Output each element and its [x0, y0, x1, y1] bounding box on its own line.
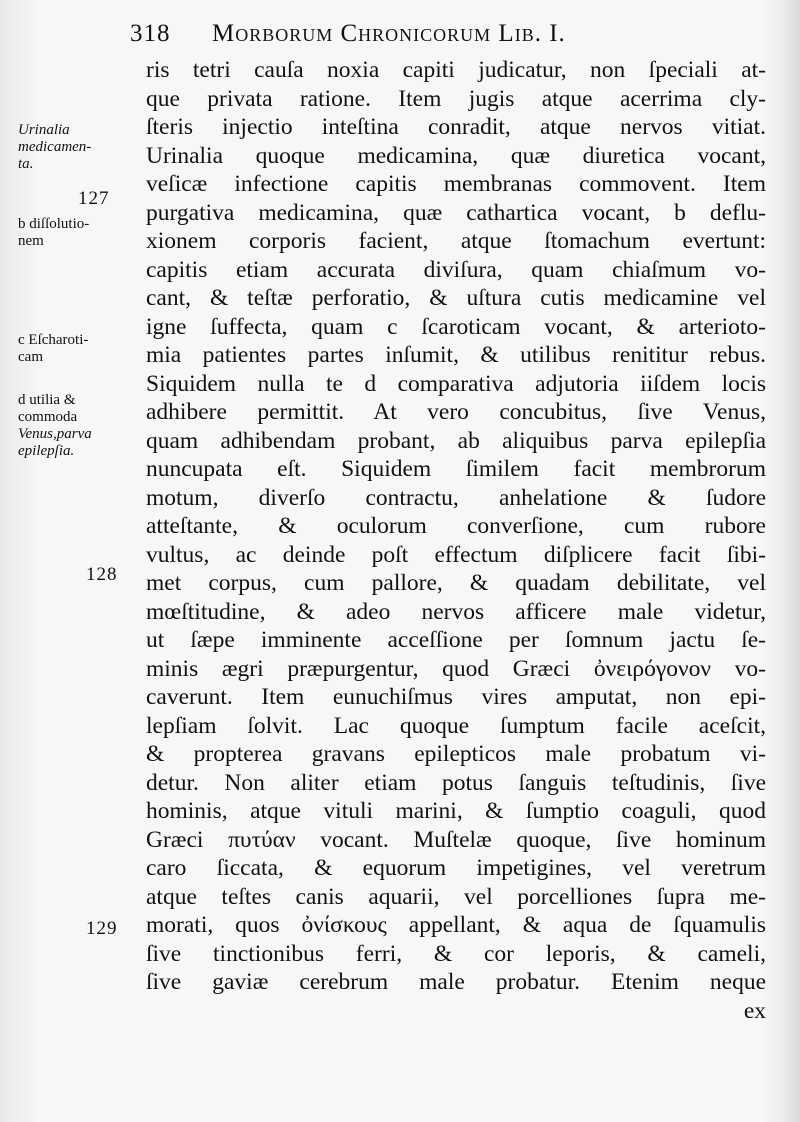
text-line: Urinalia quoque medicamina, quæ diuretica vocant, — [146, 142, 766, 169]
text-line: ſteris injectio inteſtina conradit, atque nervos vitiat. — [146, 114, 766, 140]
text-line: ut ſæpe imminente acceſſione per ſomnum jactu ſe- — [146, 627, 766, 653]
text-line: ſive gaviæ cerebrum male probatur. Etenim neque — [146, 969, 766, 995]
text-line: atque teſtes canis aquarii, vel porcelliones ſupra me- — [146, 883, 766, 910]
text-line: & propterea gravans epilepticos male probatum vi- — [146, 741, 766, 767]
text-line: mia patientes partes inſumit, & utilibus renititur rebus. — [146, 342, 766, 368]
text-line: xionem corporis facient, atque ſtomachum evertunt: — [146, 228, 766, 254]
page-edge-shadow — [782, 0, 800, 1122]
text-line: igne ſuffecta, quam c ſcaroticam vocant, & arterioto- — [146, 313, 766, 340]
margin-note-line: nem — [18, 233, 44, 249]
text-line: quam adhibendam probant, ab aliquibus parva epilepſia — [146, 427, 766, 454]
text-line: Siquidem nulla te d comparativa adjutoria iiſdem locis — [146, 370, 766, 397]
text-line: nuncupata eſt. Siquidem ſimilem facit membrorum — [146, 456, 766, 482]
body-text — [146, 56, 766, 1025]
margin-note-line: Urinalia — [18, 122, 70, 138]
text-line: atteſtante, & oculorum converſione, cum rubore — [146, 513, 766, 539]
margin-note-urinalia — [18, 122, 138, 173]
margin-note-line: ta. — [18, 156, 34, 172]
text-line: morati, quos ὀνίσκους appellant, & aqua de ſquamulis — [146, 912, 766, 938]
text-line: Græci πυτύαν vocant. Muſtelæ quoque, ſive hominum — [146, 826, 766, 853]
margin-note-line: medicamen- — [18, 139, 92, 155]
page-header — [130, 20, 770, 54]
margin-note-utilia — [18, 392, 138, 460]
text-line: caverunt. Item eunuchiſmus vires amputat, non epi- — [146, 684, 766, 710]
text-line: met corpus, cum pallore, & quadam debilitate, vel — [146, 570, 766, 596]
running-title: Morborum Chronicorum Lib. I. — [212, 20, 566, 47]
margin-note-line: epilepſia. — [18, 443, 75, 459]
margin-note-escharoticam — [18, 332, 138, 366]
margin-note-line: Venus,parva — [18, 426, 92, 442]
text-line: hominis, atque vituli marini, & ſumptio coaguli, quod — [146, 798, 766, 824]
margin-note-line: c Eſcharoti- — [18, 332, 89, 348]
text-line: lepſiam ſolvit. Lac quoque ſumptum facile aceſcit, — [146, 712, 766, 739]
catchword: ex — [743, 997, 766, 1024]
text-line: mœſtitudine, & adeo nervos afficere male videtur, — [146, 598, 766, 625]
text-line: que privata ratione. Item jugis atque acerrima cly- — [146, 85, 766, 112]
text-line: purgativa medicamina, quæ cathartica vocant, b deflu- — [146, 199, 766, 226]
text-line: ſive tinctionibus ferri, & cor leporis, & cameli, — [146, 940, 766, 967]
text-line: ris tetri cauſa noxia capiti judicatur, non ſpeciali at- — [146, 57, 766, 83]
margin-note-line: b diſſolutio- — [18, 216, 90, 232]
text-line: minis ægri præpurgentur, quod Græci ὀνειρόγονον vo- — [146, 655, 766, 682]
margin-note-line: commoda — [18, 409, 78, 425]
margin-note-line: d utilia & — [18, 392, 76, 408]
text-line: vultus, ac deinde poſt effectum diſplicere facit ſibi- — [146, 541, 766, 568]
text-line: veſicæ infectione capitis membranas commovent. Item — [146, 171, 766, 197]
margin-note-dissolutionem — [18, 216, 138, 250]
text-line: adhibere permittit. At vero concubitus, ſive Venus, — [146, 399, 766, 425]
text-line: cant, & teſtæ perforatio, & uſtura cutis medicamine vel — [146, 285, 766, 311]
page-number: 318 — [130, 20, 171, 47]
book-page: 318 Morborum Chronicorum Lib. I. Urinalia medicamen- ta. 127 b diſſolutio- nem c Eſcharoti- cam d utilia & commoda Venus,parva epilepſia. 128 129 ris tetri cauſa noxia capiti judicatur, non ſpeciali at- que privata ratione. Item jugis atque acerrima cly- ſteris injectio inteſtina conradit, atque nervos vitiat. Urinalia quoque medicamina, quæ diuretica vocant, veſicæ infectione capitis membranas commovent. Item purgativa medicamina, quæ cathartica vocant, b deflu- xionem corporis facient, atque ſtomachum evertunt: capitis etiam accurata diviſura, quam chiaſmum vo- cant, & teſtæ perforatio, & uſtura cutis medicamine vel igne ſuffecta, quam c ſcaroticam vocant, & arterioto- mia patientes partes inſumit, & utilibus renititur rebus. Siquidem nulla te d comparativa adjutoria iiſdem locis adhibere permittit. At vero concubitus, ſive Venus, quam adhibendam probant, ab aliquibus parva epilepſia nuncupata eſt. Siquidem ſimilem facit membrorum motum, diverſo contractu, anhelatione & ſudore atteſtante, & oculorum converſione, cum rubore vultus, ac deinde poſt effectum diſplicere facit ſibi- met corpus, cum pallore, & quadam debilitate, vel mœſtitudine, & adeo nervos afficere male videtur, ut ſæpe imminente acceſſione per ſomnum jactu ſe- minis ægri præpurgentur, quod Græci ὀνειρόγονον vo- caverunt. Item eunuchiſmus vires amputat, non epi- lepſiam ſolvit. Lac quoque ſumptum facile aceſcit, & propterea gravans epilepticos male probatum vi- detur. Non aliter etiam potus ſanguis teſtudinis, ſive hominis, atque vituli marini, & ſumptio coaguli, quod Græci πυτύαν vocant. Muſtelæ quoque, ſive hominum caro ſiccata, & equorum impetigines, vel veretrum atque teſtes canis aquarii, vel porcelliones ſupra me- morati, quos ὀνίσκους appellant, & aqua de ſquamulis ſive tinctionibus ferri, & cor leporis, & cameli, ſive gaviæ cerebrum male probatur. Etenim neque ex — [0, 0, 800, 1122]
text-line: capitis etiam accurata diviſura, quam chiaſmum vo- — [146, 256, 766, 283]
text-line: detur. Non aliter etiam potus ſanguis teſtudinis, ſive — [146, 769, 766, 796]
margin-note-line: cam — [18, 349, 43, 365]
text-line: caro ſiccata, & equorum impetigines, vel veretrum — [146, 855, 766, 881]
text-line: motum, diverſo contractu, anhelatione & ſudore — [146, 484, 766, 511]
